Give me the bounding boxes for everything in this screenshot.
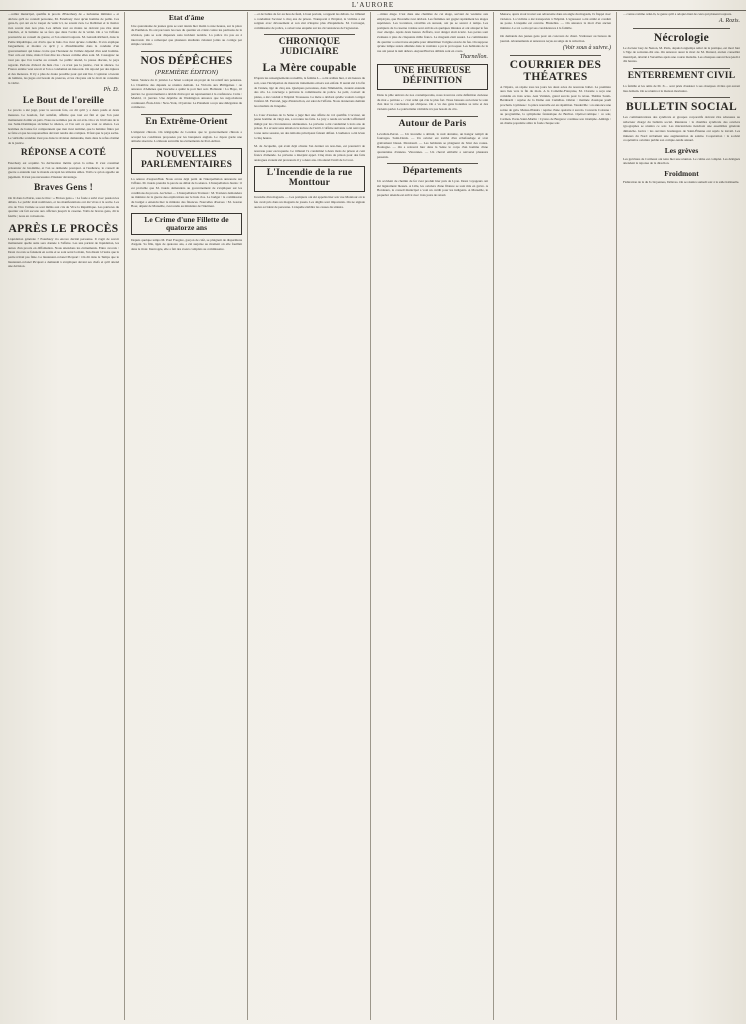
article <box>254 144 365 162</box>
section-rule <box>141 114 232 115</box>
article <box>254 113 365 141</box>
article-headline: UNE HEUREUSE DÉFINITION <box>377 64 488 90</box>
article-headline: APRÈS LE PROCÈS <box>8 222 119 235</box>
article-headline: Autour de Paris <box>398 118 467 129</box>
article-body: …reiller municipal, qualifie le procès d'Esterhazy de « turlutaine militaire » et déclare qu'il ne connaît personne, M. Esterhazy n'est qu'un homme de paille. Ces gens-là, qui ont eu le toupet de venir ici, ne savent rien. Le Rabbinat et la Justice n'en savent rien non plus. Les débats tout au moins ne doivent pas être ainsi tranchés, et la lumière ne se fera que dans l'ordre de la vérité. On a vu l'affaire poursuivie au conseil de guerre, et l'on attend toujours. M. Gérault-Richard, dans la Petite République, est d'avis que le huis clos n'est qu'une comédie. Il s'en explique longuement, et montre ce qu'il y a d'inadmissible dans la conduite d'un gouvernement qui laisse croire que l'honneur de l'armée dépend d'un seul homme. Tout cela est triste, mais il faut dire les choses comme elles sont. M. Cassagnac ne veut pas que l'on touche au conseil. Le public attend, la presse discute, le pays regarde. Parlons d'abord du huis clos : ce n'est pas la justice, c'est le silence. La France entière veut savoir si l'on a condamné un innocent. On répond par des injures et des menaces. Il n'y a plus de doute possible pour qui sait lire. L'opinion a besoin de lumière, les juges ont besoin de preuves, et les citoyens ont le droit de connaître la vérité. <box>8 12 119 85</box>
article-body: Dans le pâle univers de nos contemporains, nous trouvons cette définition curieuse du mot « patriote » : c'est celui qui crie le plus fort. Nous laissons au lecteur le soin d'en tirer la conclusion qui s'impose. On a vu des gens honnêtes se taire et des violents parler. Le patriotisme véritable n'a pas besoin de cris. <box>377 93 488 112</box>
article <box>500 55 611 126</box>
article-body: Incendie d'un magasin. — Les pompiers ont été appelés hier soir rue Monttour où le feu avait pris dans un magasin de jouets. Les dégâts sont importants. On ne signale aucun accident de personne. L'enquête établira les causes du sinistre. <box>254 195 365 209</box>
section-rule <box>633 68 730 69</box>
masthead-title: L'AURORE <box>0 0 746 11</box>
article-body: On demande des jeunes gens pour un concours de chant. S'adresser au bureau du journal. Abonnements et annonces reçus au siège de la rédaction. <box>500 34 611 43</box>
article-headline: Le Bout de l'oreille <box>22 95 105 106</box>
article <box>623 147 740 166</box>
article-headline: CHRONIQUE JUDICIAIRE <box>278 37 341 58</box>
article <box>623 170 740 184</box>
article-body: D'après les renseignements recueillis, la femme L... a été arrêtée hier, à six heures du soir, sous l'inculpation de mauvais traitements envers son enfant. Il aurait été à la fin de l'année, âgé de cinq ans. Quelques personnes, dans l'immeuble, avaient entendu des cris. La concierge a prévenu le commissaire de police. Le petit, couvert de plaies, a été conduit à l'hôpital Trousseau. La mère a déclaré qu'elle voulait corriger l'enfant. M. Ferrand, juge d'instruction, est saisi de l'affaire. Nous donnerons demain les résultats de l'enquête. <box>254 76 365 108</box>
article-body: L'emprunt chinois. On télégraphie de Londres que le gouvernement chinois a accepté les conditions proposées par les banquiers anglais. Le Japon garde une attitude réservée. La Russie surveille les événements de Port-Arthur. <box>131 130 242 144</box>
article-headline: NOUVELLES PARLEMENTAIRES <box>131 148 242 174</box>
article-body: Le docteur Guy de Nenon, M. Paris, depuis longtemps retiré de la pratique, est mort hier à l'âge de soixante-dix ans. On annonce aussi la mort de M. Durand, ancien conseiller municipal, décédé à Versailles après une courte maladie. Les obsèques auront lieu jeudi à dix heures. <box>623 45 740 64</box>
article <box>500 12 611 30</box>
article <box>8 97 119 146</box>
article-headline: Le Crime d'une Fillette de quatorze ans <box>131 213 242 235</box>
section-rule <box>264 34 355 35</box>
article-headline: Etat d'âme <box>168 13 205 22</box>
article <box>254 166 365 209</box>
article <box>254 12 365 30</box>
article-signature: Ph. D. <box>103 86 119 93</box>
section-rule <box>141 51 232 52</box>
article-headline: En Extrême-Orient <box>145 117 228 128</box>
article-body: Menace, après avoir trouvé son adversaire dans un angle du magasin, l'a frappé avec violence. La victime a été transportée à l'hôpital. L'agresseur a été arrêté et conduit au poste. L'enquête est ouverte. Bruxelles. — On annonce la mort d'un ancien ministre. Le roi a envoyé ses condoléances à la famille. <box>500 12 611 30</box>
column-4 <box>377 12 494 1020</box>
article-headline: Les grèves <box>664 145 699 155</box>
article-body: …mière étage. C'est dans une chambre de cet étage, servant de vestiaire aux employés, que l'incendie s'est déclaré. Les flammes ont gagné rapidement les étages supérieurs. Les locataires, réveillés en sursaut, ont pu se sauver à temps. Les pompiers de la caserne voisine sont arrivés en quelques minutes et ont attaqué le feu avec énergie. Après deux heures d'efforts, tout danger était écarté. Les pertes sont évaluées à plus de cinquante mille francs. Le magasin était assuré. Le commissaire du quartier a ouvert une enquête pour déterminer l'origine exacte du feu. On suppose qu'une lampe restée allumée dans le vestiaire a pu le provoquer. Les habitants de la rue ont passé la nuit dehors. Aujourd'hui les déblais sont en cours. <box>377 12 488 53</box>
article-body: On lit dans la Patrie, sous le titre : « Braves gens » : La foule a suivi avec passion les débats. Le public était nombreux, et les manifestations ont été vives à la sortie. Les cris de Vive l'armée se sont mêlés aux cris de Vive la République. Les patriotes du quartier ont fait escorte aux officiers jusqu'à la caserne. Voilà de braves gens, dit la feuille ; nous en convenons. <box>8 195 119 218</box>
article-headline: Départements <box>402 166 463 177</box>
article-body: La séance d'aujourd'hui. Nous avons déjà parlé de l'interpellation annoncée sur l'affaire. M. Jaurès prendra la parole au début de la séance. L'interpellation Jaurès : il est probable que M. Jaurès demandera au gouvernement de s'expliquer sur les conditions du procès. Au Sénat — L'interpellation Trarieux : M. Trarieux demandera au ministre de la guerre des explications sur le huis clos. Le budget : la commission du budget a entendu hier le ministre des finances. Nouvelles diverses : M. Gaston Boer, député de Marseille, s'est rendu au ministère de l'intérieur. <box>131 176 242 209</box>
article-headline: Braves Gens ! <box>33 182 94 193</box>
article-headline: Froidmont <box>664 168 699 178</box>
article-headline: BULLETIN SOCIAL <box>626 101 737 114</box>
article-body: La Cour d'assises de la Seine a jugé hier une affaire de vol qualifié. L'accusé, un jeune homme de vingt ans, a reconnu les faits. Le jury a rendu un verdict affirmatif mitigé par les circonstances atténuantes. Le prévenu a été condamné à trois ans de prison. Il a écouté sans émotion la lecture de l'arrêt. L'affaire suivante a été renvoyée à une autre session, un des témoins principaux faisant défaut. L'audience a été levée à cinq heures. <box>254 112 365 140</box>
column-3 <box>254 12 371 1020</box>
article-body: Liquidation générale ? Esterhazy n'a encore décidé personne. Il s'agit de savoir maintenant quelle suite sera donnée à l'affaire. Les uns parlent de liquidation, les autres d'un procès en diffamation. Nous attendons les événements. Entre avocats : Deux avocats se faisaient en sortie et se sont serré la main, l'un disant à l'autre que la partie n'était pas finie. La lieutenant-colonel Picquart : On dit dans le Temps que le lieutenant-colonel Picquart a demandé à s'expliquer devant ses chefs et qu'il attend une décision. <box>8 236 119 269</box>
column-5 <box>500 12 617 1020</box>
article-headline: L'Incendie de la rue Monttour <box>254 166 365 192</box>
column-6 <box>623 12 740 1020</box>
article <box>500 34 611 50</box>
article <box>131 114 242 144</box>
article-body: Esterhazy est acquitté. Sa déclaration mérite qu'on la relise. Il s'est constitué prisonnier de lui-même, et l'on se demande pourquoi. A l'audience, le conseil de guerre a entendu tout le monde excepté les témoins utiles. Voilà ce qu'on appelle un jugement. Il n'est pas nécessaire d'insister davantage. <box>8 161 119 179</box>
edition-label: (PREMIÈRE ÉDITION) <box>155 68 218 76</box>
article <box>8 184 119 219</box>
article-body: Sénat. Séance du 11 janvier. Le Sénat a adopté un projet de loi relatif aux pensions. La Chambre des députés se réunira demain. La Victoria aux Philippines : on annonce d'Athènes que l'escadre a quitté le port hier soir. Hollande : La Haye, 10 janvier. Le gouvernement a décidé d'envoyer un représentant à la conférence. Crète : Madrid, 11 janvier. Une dépêche de Washington annonce que les négociations continuent. États-Unis : New-York, 10 janvier. Le Président a reçu une délégation du commerce. <box>131 77 242 110</box>
article-body: M. de Jacquelin, qui avait déjà obtenu l'an dernier un non-lieu, est poursuivi de nouveau pour escroquerie. Le tribunal l'a condamné à deux mois de prison et cent francs d'amende. Le prévenu a interjeté appel. Cinq mois de prison pour des faits analogues avaient été prononcés il y a deux ans. On attend l'arrêt de la Cour. <box>254 144 365 162</box>
article-body: Un accident de chemin de fer s'est produit hier près de Lyon. Deux voyageurs ont été légèrement blessés. A Lille, les ouvriers d'une filature se sont mis en grève. A Bordeaux, le conseil municipal a voté un crédit pour les indigents. A Marseille, le paquebot attendu est arrivé avec trois jours de retard. <box>377 179 488 197</box>
article-body: Une quarantaine de jeunes gens se sont réunis hier matin à onze heures, sur la place du Panthéon. Ils ont parcouru les rues du quartier en criant contre les partisans de la révision, puis se sont dispersés sans incident notable. La police n'a pas eu à intervenir. On a remarqué que plusieurs étudiants s'étaient joints au cortège par simple curiosité. <box>131 23 242 47</box>
article <box>623 28 740 64</box>
article-body: La famille et les amis de M. X… sont priés d'assister à ses obsèques civiles qui auront lieu demain. On se réunira à la maison mortuaire. <box>623 84 740 93</box>
article <box>254 62 365 108</box>
article-headline: NOS DÉPÊCHES <box>140 54 233 67</box>
article-signature: Tharnellon. <box>459 54 488 61</box>
article <box>254 34 365 58</box>
article-body: Les grévistes de Carmaux ont tenu hier une réunion. Le calme est complet. Les délégués attendent la réponse de la direction. <box>623 156 740 166</box>
article <box>623 68 740 93</box>
columns <box>8 12 740 1020</box>
article <box>131 14 242 47</box>
column-2 <box>131 12 248 1020</box>
article-headline: ENTERREMENT CIVIL <box>627 71 736 82</box>
article <box>377 64 488 111</box>
article-body: …et de balles de fer au lieu de fusil, à bout portant, a rappelé les débats. Le tribunal a condamné l'accusé à cinq ans de prison. Transporté à l'hôpital, la victime a été soignée avec dévouement et son état n'inspire plus d'inquiétude. M. Carrouget, commissaire de police, a ouvert une enquête sur les circonstances de l'agression. <box>254 12 365 30</box>
article-headline: Nécrologie <box>653 31 710 44</box>
article-body: Depuis quelque temps M. Paul Fougère, garçon de café, se plaignait de disparitions d'argent. Sa fille, âgée de quatorze ans, a été surprise au moment où elle fouillait dans le tiroir. Interrogée, elle a fait des aveux complets au commissaire. <box>131 237 242 251</box>
article <box>131 51 242 110</box>
article-signature: A. Rozis. <box>718 17 740 24</box>
section-rule <box>633 28 730 29</box>
section-rule <box>633 97 730 98</box>
article-body: Les communications des syndicats et groupes corporatifs doivent être adressées au rédacteur chargé du bulletin social. Réunions : la chambre syndicale des ouvriers typographes se réunira ce soir. Les mécaniciens tiendront une assemblée générale dimanche. Grève : les ouvriers boulangers de Saint-Étienne ont repris le travail. Les mineurs du Nord réclament une augmentation de salaire. Coopération : la société coopérative ouvrière publie son compte-rendu annuel. <box>623 115 740 143</box>
section-rule <box>387 116 478 117</box>
article-headline: COURRIER DES THÉATRES <box>509 58 602 83</box>
article <box>377 116 488 160</box>
article <box>8 149 119 179</box>
article-body: Fédération de la du 6 citoyennes, Délaves. On se réunira samedi soir à la salle habituelle. <box>623 179 740 184</box>
article <box>8 12 119 93</box>
article <box>8 223 119 269</box>
article-body: Le procès a été jugé, pour la seconde fois, on dit qu'il y a deux poids et deux mesures. Le Gaulois, fort satisfait, affirme que tout est fini et que l'on peut maintenant dormir en paix. Nous ne sommes pas de cet avis. On a vu l'écrivain de la rue Saint-Dominique réclamer le silence, et l'on sait ce que vaut ce silence. Les hommes de bonne foi comprennent que rien n'est terminé, que la lumière finira par se faire et que les responsables devront rendre des comptes. Il faut que le pays sache. Le véritable scandale n'est pas dans la révision demandée, mais dans le refus obstiné de la justice. <box>8 108 119 145</box>
article <box>131 213 242 252</box>
article <box>623 12 740 24</box>
article <box>131 148 242 209</box>
article <box>377 163 488 197</box>
article-body: Levallois-Perret. — Un incendie a détruit, la nuit dernière, un hangar rempli de fourrages. Saint-Denis. — Un ouvrier est tombé d'un échafaudage et s'est grièvement blessé. Montreuil. — Les habitants se plaignent de l'état des routes. Boulogne. — On a retrouvé hier dans la Seine le corps d'un homme d'une quarantaine d'années. Vincennes. — Un cheval emballé a renversé plusieurs passants. <box>377 131 488 159</box>
section-rule <box>510 55 601 56</box>
column-1 <box>8 12 125 1020</box>
article-signature: (Voir sous à suivre.) <box>562 44 611 51</box>
article-headline: RÉPONSE A COTÉ <box>20 148 107 159</box>
article <box>377 12 488 60</box>
article-headline: La Mère coupable <box>262 62 357 75</box>
article <box>623 97 740 143</box>
article-body: A l'Opéra, on répète tous les jours les deux actes du nouveau ballet. La première aura lieu vers la fin du mois. A la Comédie-Française, M. Claretie a reçu une comédie en trois actes. Aux Variétés, grand succès pour la revue. Théâtre Sarah-Bernhardt : reprise de la Dame aux Camélias. Odéon : matinée classique jeudi prochain. Gymnase : la pièce nouvelle est en répétition. Vaudeville : on annonce une soirée de gala. Menus-Plaisirs : reprise d'une opérette à succès. Concerts Colonne : au programme, la symphonie fantastique de Berlioz. Opéra-Comique : ce soir, Carmen. Porte-Saint-Martin : Cyrano de Bergerac continue son triomphe. Ambigu : un drame populaire attire la foule chaque soir. <box>500 84 611 126</box>
section-rule <box>387 163 478 164</box>
article-body: …connu comme celui-là, le genre qu'il a adopté étant de ceux qui plaisent toujours. <box>623 12 732 16</box>
